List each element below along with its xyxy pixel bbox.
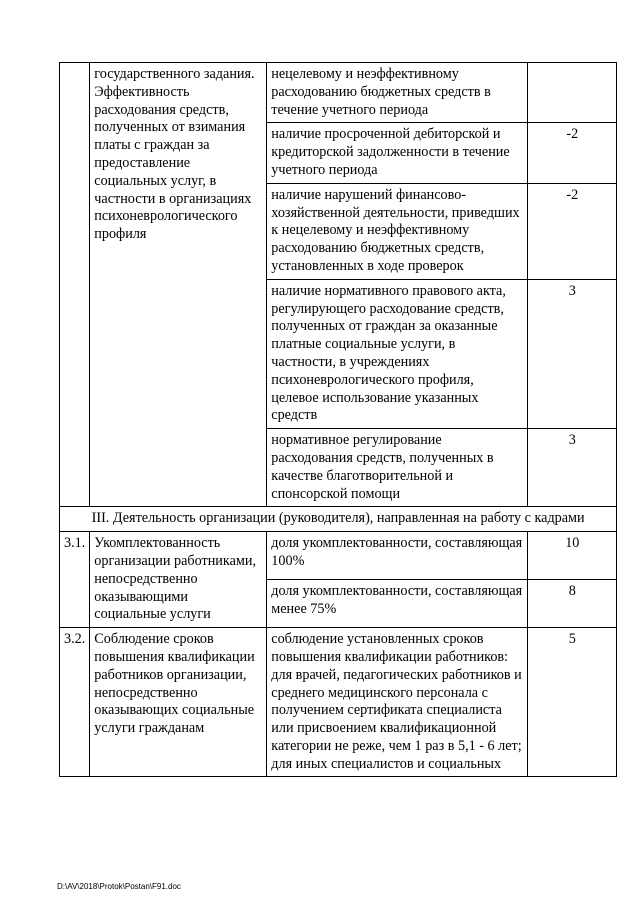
criterion-cell: Соблюдение сроков повышения квалификации работников организации, непосредственно оказывающих социальные услуги гражданам (90, 628, 267, 777)
indicator-line: соблюдение установленных сроков повышения квалификации работников: (271, 631, 509, 665)
score-cell: 3 (528, 429, 617, 507)
indicator-cell: наличие просроченной дебиторской и кредиторской задолженности в течение учетного периода (267, 123, 528, 183)
criterion-cell: Укомплектованность организации работниками, непосредственно оказывающими социальные услуги (90, 532, 267, 628)
criterion-cell: государственного задания. Эффективность расходования средств, полученных от взимания платы с граждан за предоставление социальных услуг, в частности в организациях психоневрологического профиля (90, 63, 267, 507)
indicator-cell: доля укомплектованности, составляющая менее 75% (267, 580, 528, 628)
indicator-line: для иных специалистов и социальных (271, 755, 502, 772)
indicator-cell (267, 628, 528, 777)
score-cell (528, 63, 617, 123)
score-cell: 10 (528, 532, 617, 580)
indicator-cell: доля укомплектованности, составляющая 100% (267, 532, 528, 580)
row-number-cell: 3.2. (60, 628, 90, 777)
section-heading: III. Деятельность организации (руководителя), направленная на работу с кадрами (60, 507, 617, 532)
table-row (60, 63, 617, 123)
score-cell: 5 (528, 628, 617, 777)
score-cell: -2 (528, 183, 617, 279)
row-number-cell (60, 63, 90, 507)
score-cell: 8 (528, 580, 617, 628)
row-number-cell: 3.1. (60, 532, 90, 628)
table-row (60, 532, 617, 580)
criteria-table (59, 62, 617, 777)
indicator-cell: нецелевому и неэффективному расходованию бюджетных средств в течение учетного периода (267, 63, 528, 123)
indicator-line: для врачей, педагогических работников и среднего медицинского персонала с получением сертификата специалиста или присвоением квалификационной категории не реже, чем 1 раз в 5,1 - 6 лет; (271, 666, 522, 754)
score-cell: 3 (528, 279, 617, 428)
score-cell: -2 (528, 123, 617, 183)
section-heading-row (60, 507, 617, 532)
indicator-cell: наличие нормативного правового акта, регулирующего расходование средств, полученных от граждан за оказанные платные социальные услуги, в частности, в учреждениях психоневрологического профиля, целевое использование указанных средств (267, 279, 528, 428)
indicator-cell: наличие нарушений финансово-хозяйственной деятельности, приведших к нецелевому и неэффективному расходованию бюджетных средств, установленных в ходе проверок (267, 183, 528, 279)
indicator-cell: нормативное регулирование расходования средств, полученных в качестве благотворительной и спонсорской помощи (267, 429, 528, 507)
file-path-footer: D:\AV\2018\Protok\Postan\F91.doc (57, 882, 181, 891)
table-row (60, 628, 617, 777)
